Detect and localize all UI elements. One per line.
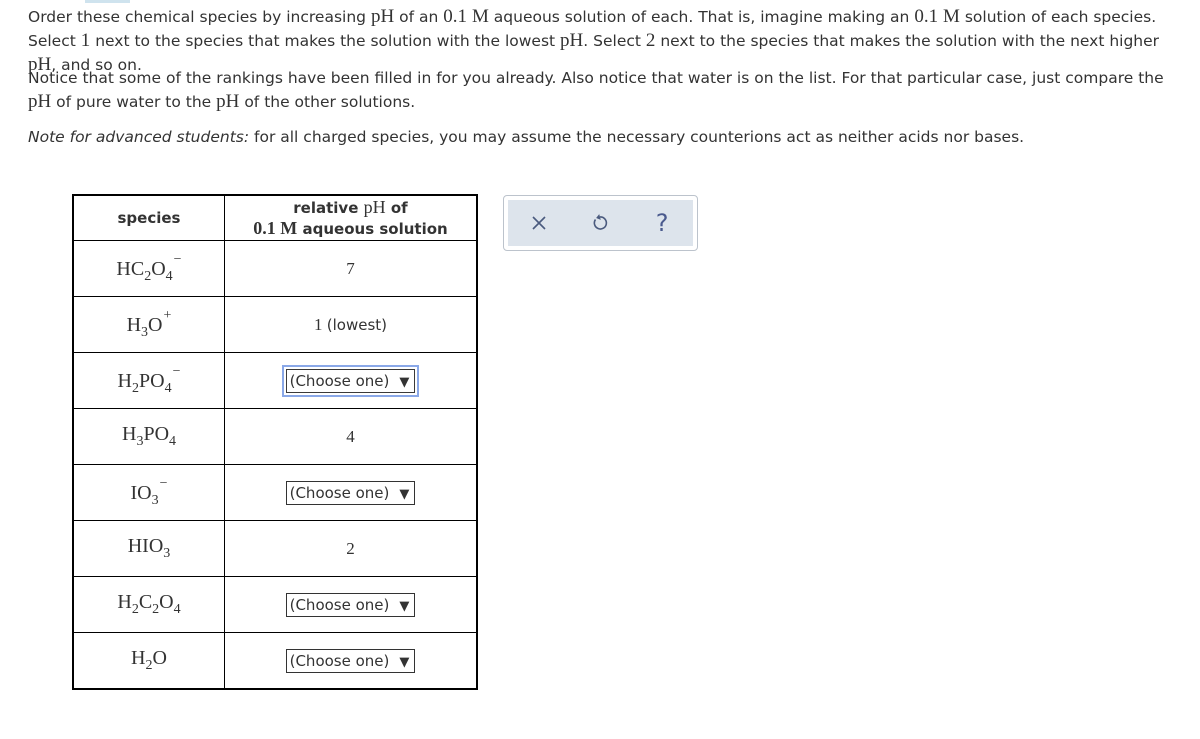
dropdown-arrow-icon: ▼ [399,654,410,670]
close-icon [532,216,546,230]
ranking-value: 1 (lowest) [225,297,478,353]
table-row [73,409,477,465]
table-row [73,521,477,577]
ranking-cell [225,577,478,633]
undo-icon [590,213,610,233]
table-row [73,577,477,633]
ranking-cell [225,465,478,521]
table-row [73,465,477,521]
ranking-select-h2c2o4[interactable]: (Choose one) ▼ [286,593,416,617]
answer-toolbar [503,195,698,251]
species-hc2o4-minus: $HC_2O_4^-$ [73,241,225,297]
ranking-cell [225,633,478,690]
species-h2o: $H_2O$ [73,633,225,690]
table-row [73,297,477,353]
ranking-cell [225,353,478,409]
ranking-select-h2o[interactable]: (Choose one) ▼ [286,649,416,673]
ranking-value: 7 [225,241,478,297]
species-h3o-plus: $H_3O^+$ [73,297,225,353]
dropdown-arrow-icon: ▼ [399,486,410,502]
instructions-paragraph-1: Order these chemical species by increasing pH of an 0.1 M aqueous solution of each. That is, imagine making an 0.1 M solution of each species. Select 1 next to the species that makes the solution with the lowest pH. Select 2 next to the species that makes the solution with the next higher pH, and so on. [28,6,1160,75]
species-hio3: $HIO_3$ [73,521,225,577]
toolbar-buttons [508,200,693,246]
undo-button[interactable] [585,208,615,238]
help-icon: ? [655,209,669,237]
species-column-header: species [73,195,225,241]
table-row [73,353,477,409]
ranking-select-h2po4[interactable]: (Choose one) ▼ [286,369,416,393]
table-header-row [73,195,477,241]
ranking-value: 4 [225,409,478,465]
dropdown-arrow-icon: ▼ [399,598,410,614]
ranking-table [72,194,478,690]
table-row [73,633,477,690]
dropdown-arrow-icon: ▼ [399,374,410,390]
species-h2c2o4: $H_2C_2O_4$ [73,577,225,633]
ph-column-header: relative pH of 0.1 M aqueous solution [225,195,478,241]
instructions-paragraph-2: Notice that some of the rankings have been filled in for you already. Also notice that water is on the list. For that particular case, just compare the pH of pure water to the pH of the other solutions. [28,69,1164,112]
species-io3-minus: $IO_3^-$ [73,465,225,521]
help-button[interactable] [647,208,677,238]
ranking-select-io3[interactable]: (Choose one) ▼ [286,481,416,505]
clear-button[interactable] [524,208,554,238]
ranking-value: 2 [225,521,478,577]
advanced-note: Note for advanced students: for all charged species, you may assume the necessary counterions act as neither acids nor bases. [28,128,1025,146]
species-h3po4: $H_3PO_4$ [73,409,225,465]
top-tab-indicator [85,0,130,3]
table-row [73,241,477,297]
species-h2po4-minus: $H_2PO_4^-$ [73,353,225,409]
